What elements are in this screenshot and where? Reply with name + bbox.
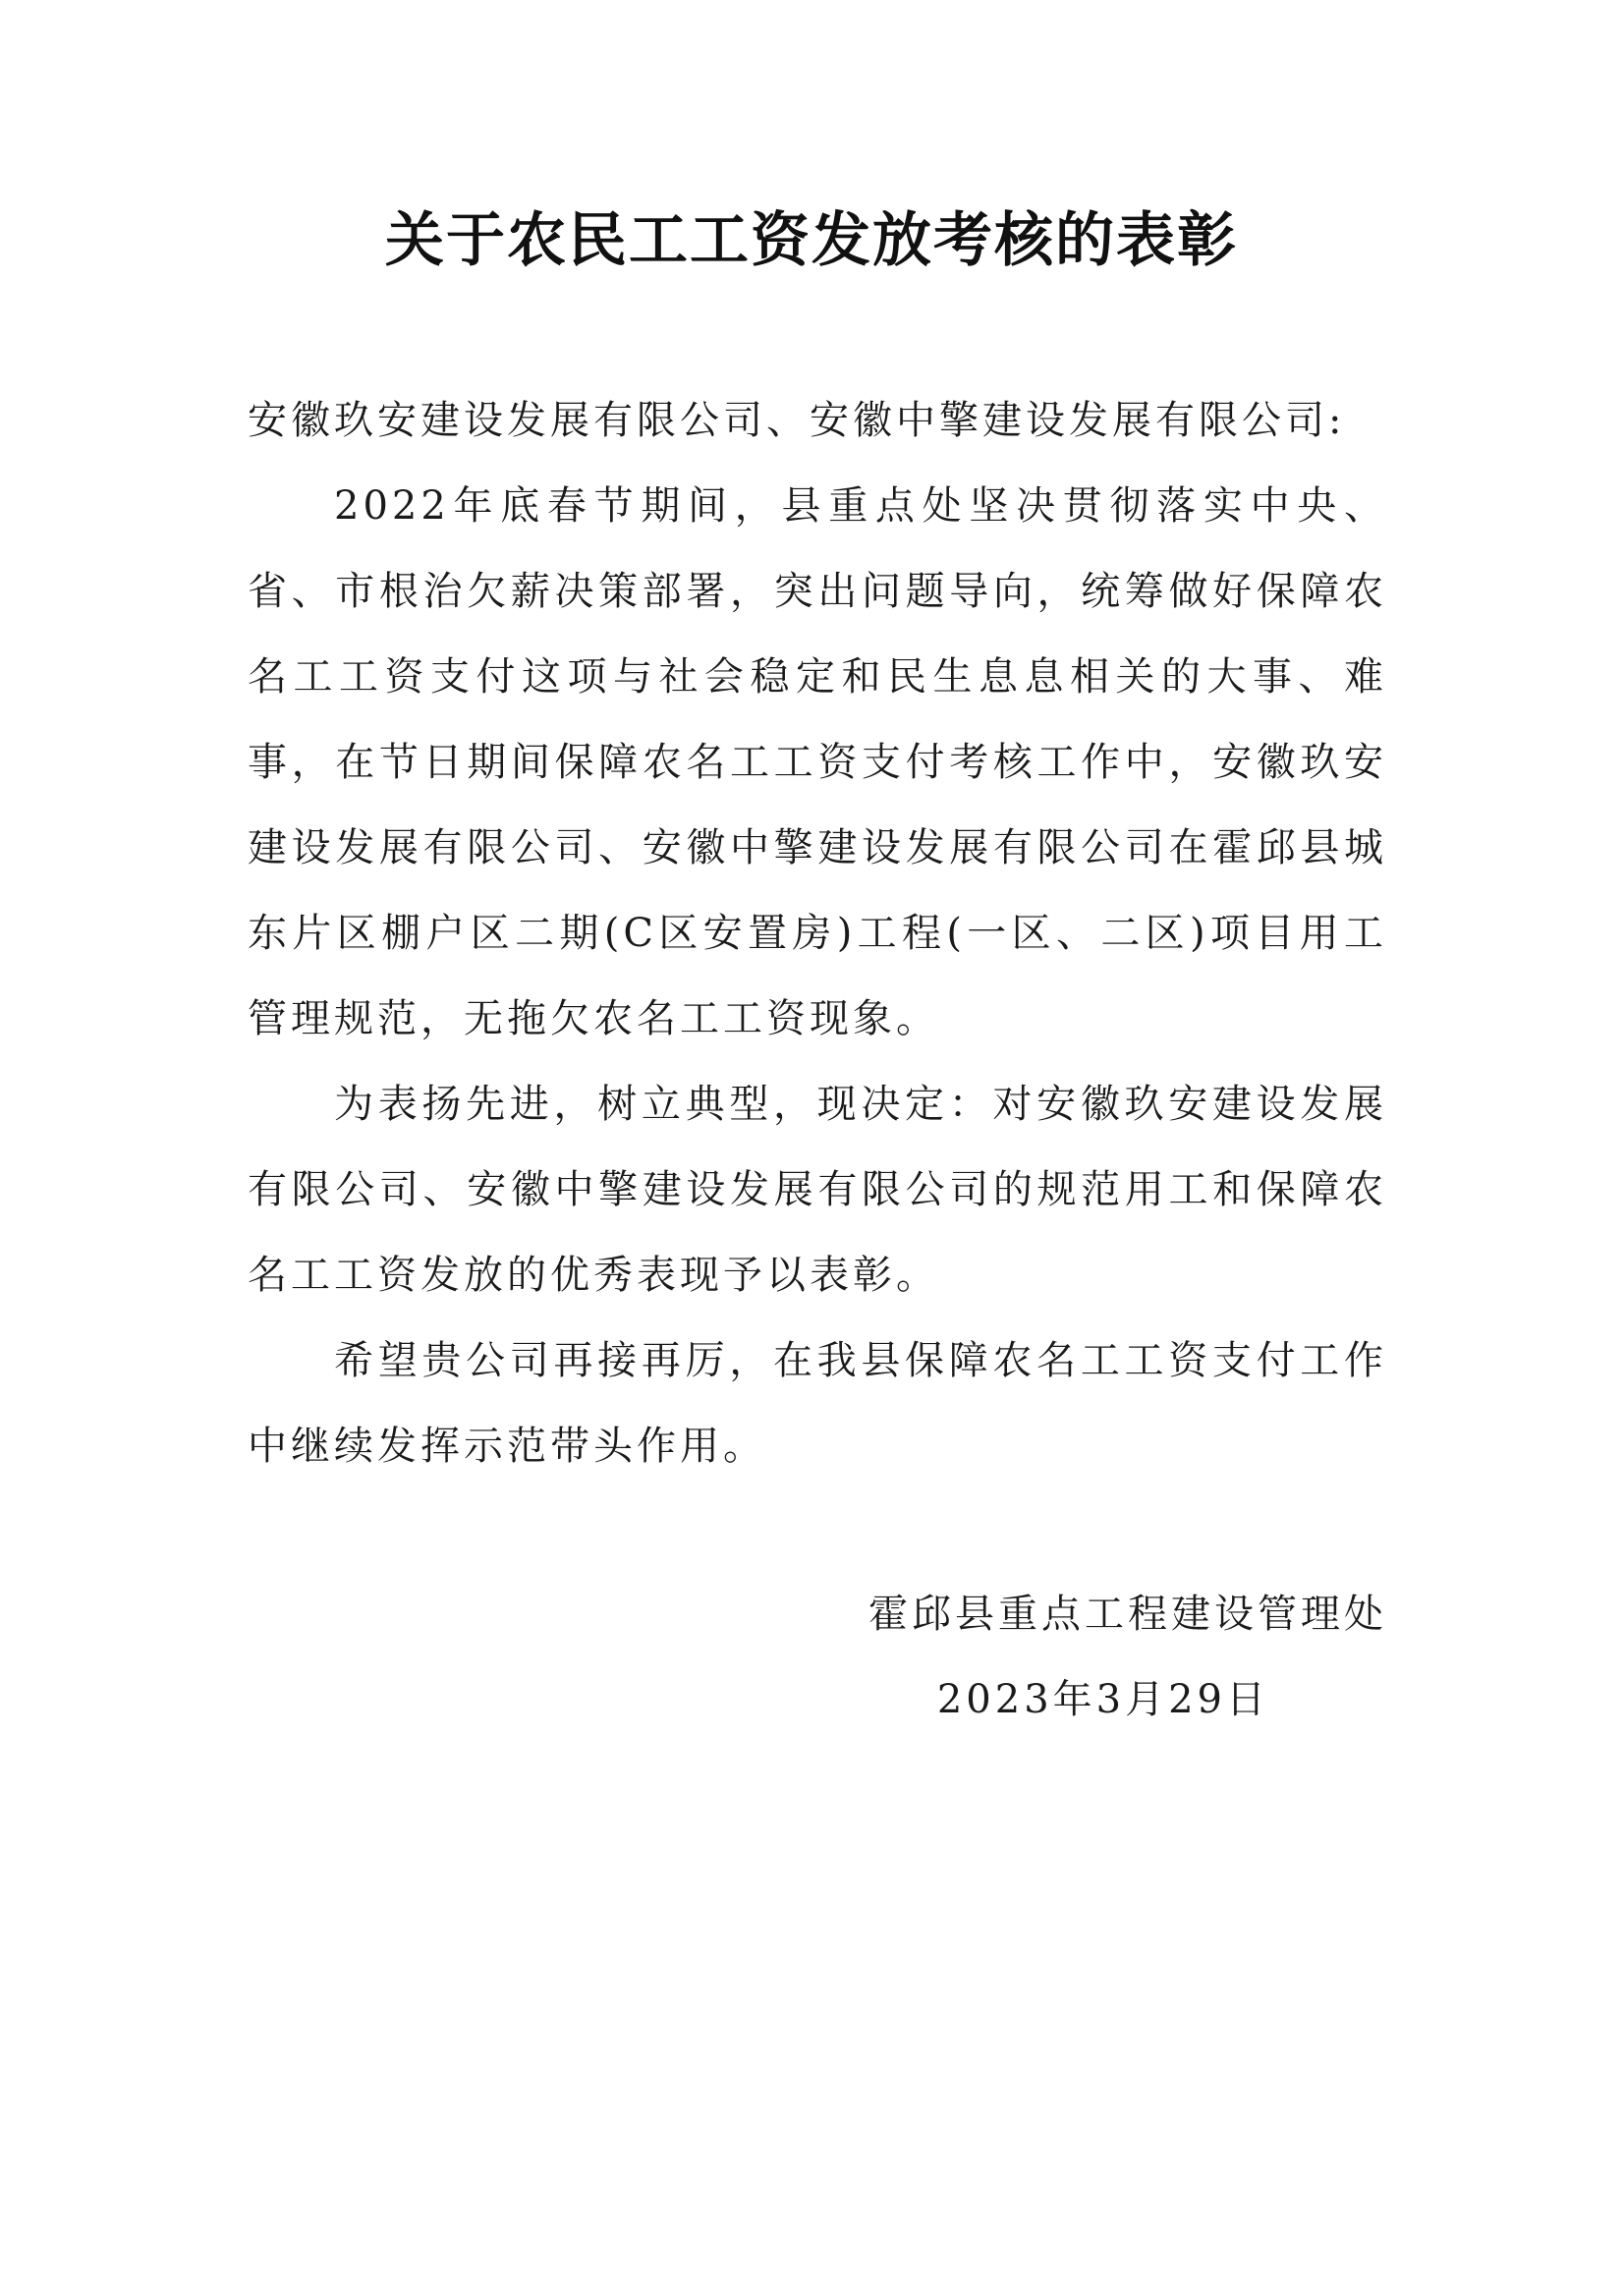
paragraph-2: 为表扬先进，树立典型，现决定：对安徽玖安建设发展有限公司、安徽中擎建设发展有限公司的规范用工和保障农名工工资发放的优秀表现予以表彰。 [248, 1082, 1387, 1298]
signature-date: 2023年3月29日 [936, 1677, 1269, 1722]
document-title: 关于农民工工资发放考核的表彰 [385, 206, 1238, 275]
signature-organization: 霍邱县重点工程建设管理处 [868, 1592, 1387, 1637]
paragraph-3: 希望贵公司再接再厉，在我县保障农名工工资支付工作中继续发挥示范带头作用。 [248, 1338, 1387, 1469]
paragraph-1: 2022年底春节期间，县重点处坚决贯彻落实中央、省、市根治欠薪决策部署，突出问题导向，统筹做好保障农名工工资支付这项与社会稳定和民生息息相关的大事、难事，在节日期间保障农名工工资支付考核工作中，安徽玖安建设发展有限公司、安徽中擎建设发展有限公司在霍邱县城东片区棚户区二期(C区安置房)工程(一区、二区)项目用工管理规范，无拖欠农名工工资现象。 [248, 483, 1387, 1041]
salutation: 安徽玖安建设发展有限公司、安徽中擎建设发展有限公司: [248, 398, 1346, 443]
signature-block [798, 1572, 1387, 1743]
document-body [248, 378, 1387, 1489]
